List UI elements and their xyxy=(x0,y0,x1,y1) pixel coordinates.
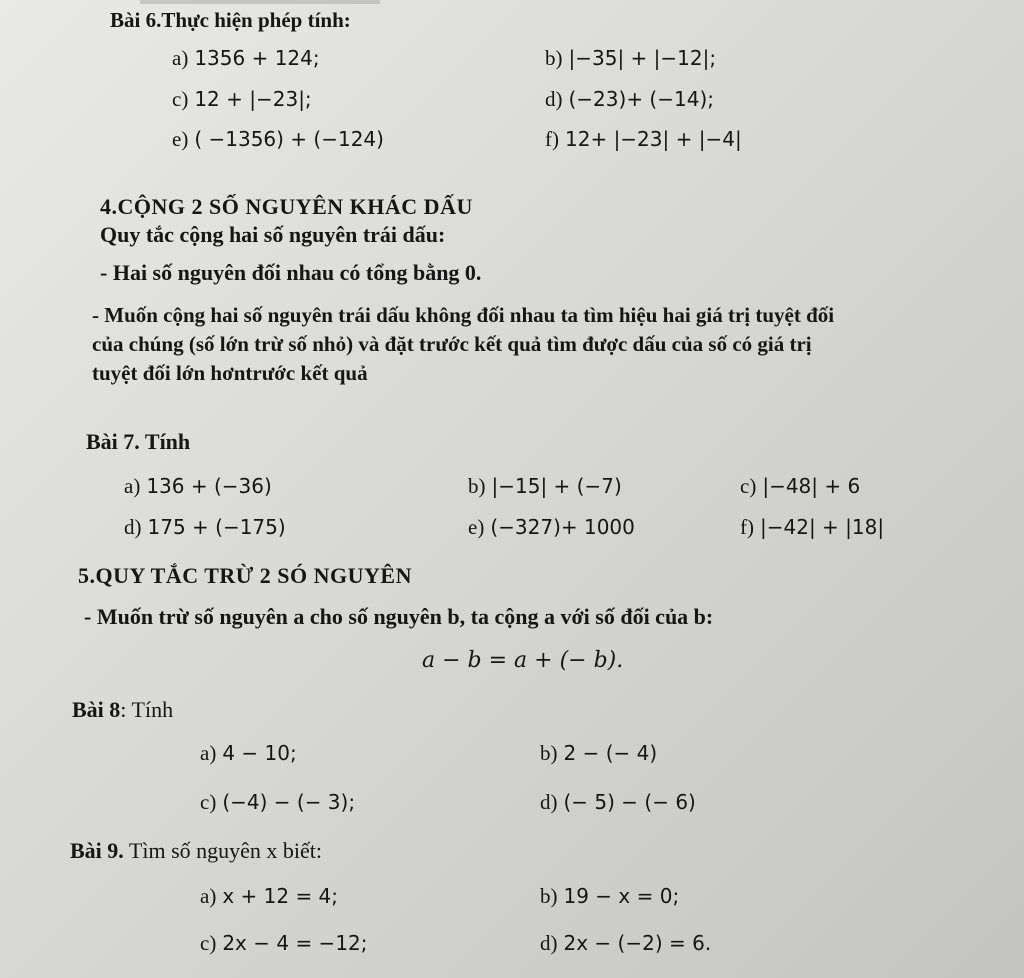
item-label: d) xyxy=(545,87,563,111)
item-label: b) xyxy=(540,884,558,908)
item-label: b) xyxy=(468,474,486,498)
section5-formula: a − b = a + (− b). xyxy=(422,648,624,673)
item-label: a) xyxy=(200,741,217,765)
item-expression: 12+ |−23| + |−4| xyxy=(565,127,742,151)
item-label: c) xyxy=(200,931,217,955)
item-label: a) xyxy=(124,474,141,498)
item-expression: 12 + |−23|; xyxy=(194,87,312,111)
item-expression: 4 − 10; xyxy=(222,741,297,765)
cut-off-text-strip xyxy=(140,0,380,4)
item-expression: 136 + (−36) xyxy=(146,474,272,498)
item-expression: (−23)+ (−14); xyxy=(568,87,714,111)
item-expression: (− 5) − (− 6) xyxy=(563,790,696,814)
item-label: f) xyxy=(545,127,559,151)
bai9-title xyxy=(70,838,322,864)
item-expression: 1356 + 124; xyxy=(194,46,320,70)
bai7-item-f xyxy=(740,515,884,540)
item-label: b) xyxy=(540,741,558,765)
item-label: c) xyxy=(200,790,217,814)
bai6-item-c xyxy=(172,87,312,112)
item-expression: (−4) − (− 3); xyxy=(222,790,356,814)
bai8-title-bold: Bài 8 xyxy=(72,697,121,722)
item-expression: 2 − (− 4) xyxy=(563,741,658,765)
bai9-item-a xyxy=(200,884,338,909)
bai7-item-c xyxy=(740,474,860,499)
item-expression: ( −1356) + (−124) xyxy=(194,127,384,151)
bai8-item-b xyxy=(540,741,657,766)
item-label: d) xyxy=(540,931,558,955)
section4-rule1: - Hai số nguyên đối nhau có tổng bằng 0. xyxy=(100,260,482,285)
item-label: f) xyxy=(740,515,754,539)
item-label: c) xyxy=(172,87,189,111)
bai8-title xyxy=(72,697,173,723)
item-expression: x + 12 = 4; xyxy=(222,884,339,908)
item-label: d) xyxy=(540,790,558,814)
section5-heading: 5.QUY TẮC TRỪ 2 SÓ NGUYÊN xyxy=(78,563,412,588)
section4-rule2-line3: tuyệt đối lớn hơntrước kết quả xyxy=(92,361,368,385)
bai9-item-c xyxy=(200,931,368,956)
bai9-item-d xyxy=(540,931,711,956)
bai8-item-a xyxy=(200,741,297,766)
item-expression: |−48| + 6 xyxy=(762,474,861,498)
item-expression: (−327)+ 1000 xyxy=(490,515,635,539)
section4-subheading: Quy tắc cộng hai số nguyên trái dấu: xyxy=(100,222,446,247)
bai9-title-rest: Tìm số nguyên x biết: xyxy=(123,838,322,863)
item-label: e) xyxy=(172,127,189,151)
section4-rule2-line1: - Muốn cộng hai số nguyên trái dấu không đối nhau ta tìm hiệu hai giá trị tuyệt đối xyxy=(92,303,835,327)
item-expression: |−35| + |−12|; xyxy=(568,46,717,70)
bai6-item-f xyxy=(545,127,742,152)
item-label: c) xyxy=(740,474,757,498)
bai7-item-d xyxy=(124,515,286,540)
item-label: d) xyxy=(124,515,142,539)
bai9-title-bold: Bài 9. xyxy=(70,838,124,863)
bai6-item-a xyxy=(172,46,320,71)
item-expression: 2x − 4 = −12; xyxy=(222,931,368,955)
item-label: a) xyxy=(200,884,217,908)
item-expression: 175 + (−175) xyxy=(147,515,286,539)
item-expression: 19 − x = 0; xyxy=(563,884,680,908)
bai8-item-d xyxy=(540,790,696,815)
item-expression: 2x − (−2) = 6. xyxy=(563,931,712,955)
bai7-title: Bài 7. Tính xyxy=(86,429,191,454)
item-label: a) xyxy=(172,46,189,70)
bai7-item-b xyxy=(468,474,622,499)
bai7-item-a xyxy=(124,474,272,499)
bai6-item-e xyxy=(172,127,384,152)
bai8-item-c xyxy=(200,790,355,815)
section4-rule2-line2: của chúng (số lớn trừ số nhỏ) và đặt trước kết quả tìm được dấu của số có giá trị xyxy=(92,332,812,356)
item-label: e) xyxy=(468,515,485,539)
item-label: b) xyxy=(545,46,563,70)
bai7-item-e xyxy=(468,515,635,540)
bai6-item-b xyxy=(545,46,716,71)
section4-heading: 4.CỘNG 2 SỐ NGUYÊN KHÁC DẤU xyxy=(100,194,473,219)
item-expression: |−42| + |18| xyxy=(760,515,885,539)
bai6-item-d xyxy=(545,87,714,112)
bai8-title-rest: : Tính xyxy=(120,697,174,722)
bai6-title: Bài 6.Thực hiện phép tính: xyxy=(110,8,351,32)
bai9-item-b xyxy=(540,884,679,909)
item-expression: |−15| + (−7) xyxy=(491,474,622,498)
section5-rule: - Muốn trừ số nguyên a cho số nguyên b, ta cộng a với số đối của b: xyxy=(84,604,714,629)
